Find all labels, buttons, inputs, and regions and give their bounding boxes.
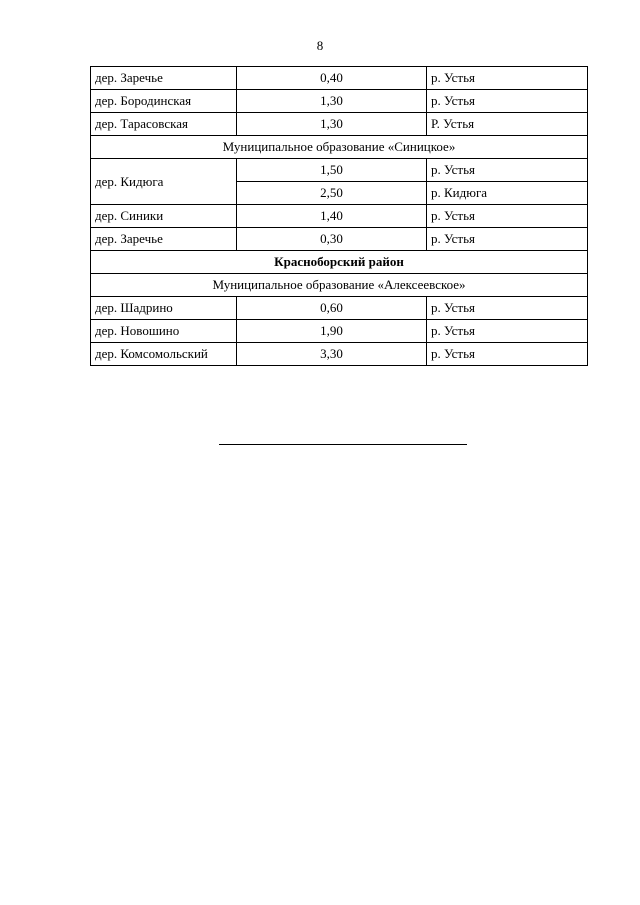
settlement-name: дер. Заречье xyxy=(91,67,237,90)
settlement-name: дер. Бородинская xyxy=(91,90,237,113)
distance-value: 0,60 xyxy=(237,297,427,320)
settlement-name: дер. Заречье xyxy=(91,228,237,251)
page-number: 8 xyxy=(316,38,324,53)
municipality-heading: Муниципальное образование «Алексеевское» xyxy=(91,274,588,297)
distance-value: 1,50 xyxy=(237,159,427,182)
river-name: р. Устья xyxy=(427,159,588,182)
river-name: р. Устья xyxy=(427,67,588,90)
river-name: р. Устья xyxy=(427,343,588,366)
river-name: р. Устья xyxy=(427,205,588,228)
table-row xyxy=(91,343,588,366)
distance-value: 0,30 xyxy=(237,228,427,251)
section-row xyxy=(91,274,588,297)
settlements-table xyxy=(90,66,588,366)
district-heading: Красноборский район xyxy=(91,251,588,274)
distance-value: 1,30 xyxy=(237,90,427,113)
settlement-name: дер. Тарасовская xyxy=(91,113,237,136)
end-divider-line xyxy=(219,444,467,445)
table-row xyxy=(91,113,588,136)
table-row xyxy=(91,297,588,320)
distance-value: 0,40 xyxy=(237,67,427,90)
river-name: р. Устья xyxy=(427,228,588,251)
river-name: Р. Устья xyxy=(427,113,588,136)
table-row xyxy=(91,228,588,251)
river-name: р. Устья xyxy=(427,320,588,343)
settlement-name: дер. Шадрино xyxy=(91,297,237,320)
table-row xyxy=(91,90,588,113)
municipality-heading: Муниципальное образование «Синицкое» xyxy=(91,136,588,159)
section-row xyxy=(91,136,588,159)
district-row xyxy=(91,251,588,274)
river-name: р. Устья xyxy=(427,297,588,320)
distance-value: 2,50 xyxy=(237,182,427,205)
settlement-name: дер. Кидюга xyxy=(91,159,237,205)
settlement-name: дер. Синики xyxy=(91,205,237,228)
table-row xyxy=(91,205,588,228)
table-row xyxy=(91,320,588,343)
distance-value: 3,30 xyxy=(237,343,427,366)
distance-value: 1,90 xyxy=(237,320,427,343)
table-row xyxy=(91,159,588,182)
distance-value: 1,40 xyxy=(237,205,427,228)
settlement-name: дер. Комсомольский xyxy=(91,343,237,366)
settlement-name: дер. Новошино xyxy=(91,320,237,343)
river-name: р. Кидюга xyxy=(427,182,588,205)
river-name: р. Устья xyxy=(427,90,588,113)
distance-value: 1,30 xyxy=(237,113,427,136)
table-row xyxy=(91,67,588,90)
